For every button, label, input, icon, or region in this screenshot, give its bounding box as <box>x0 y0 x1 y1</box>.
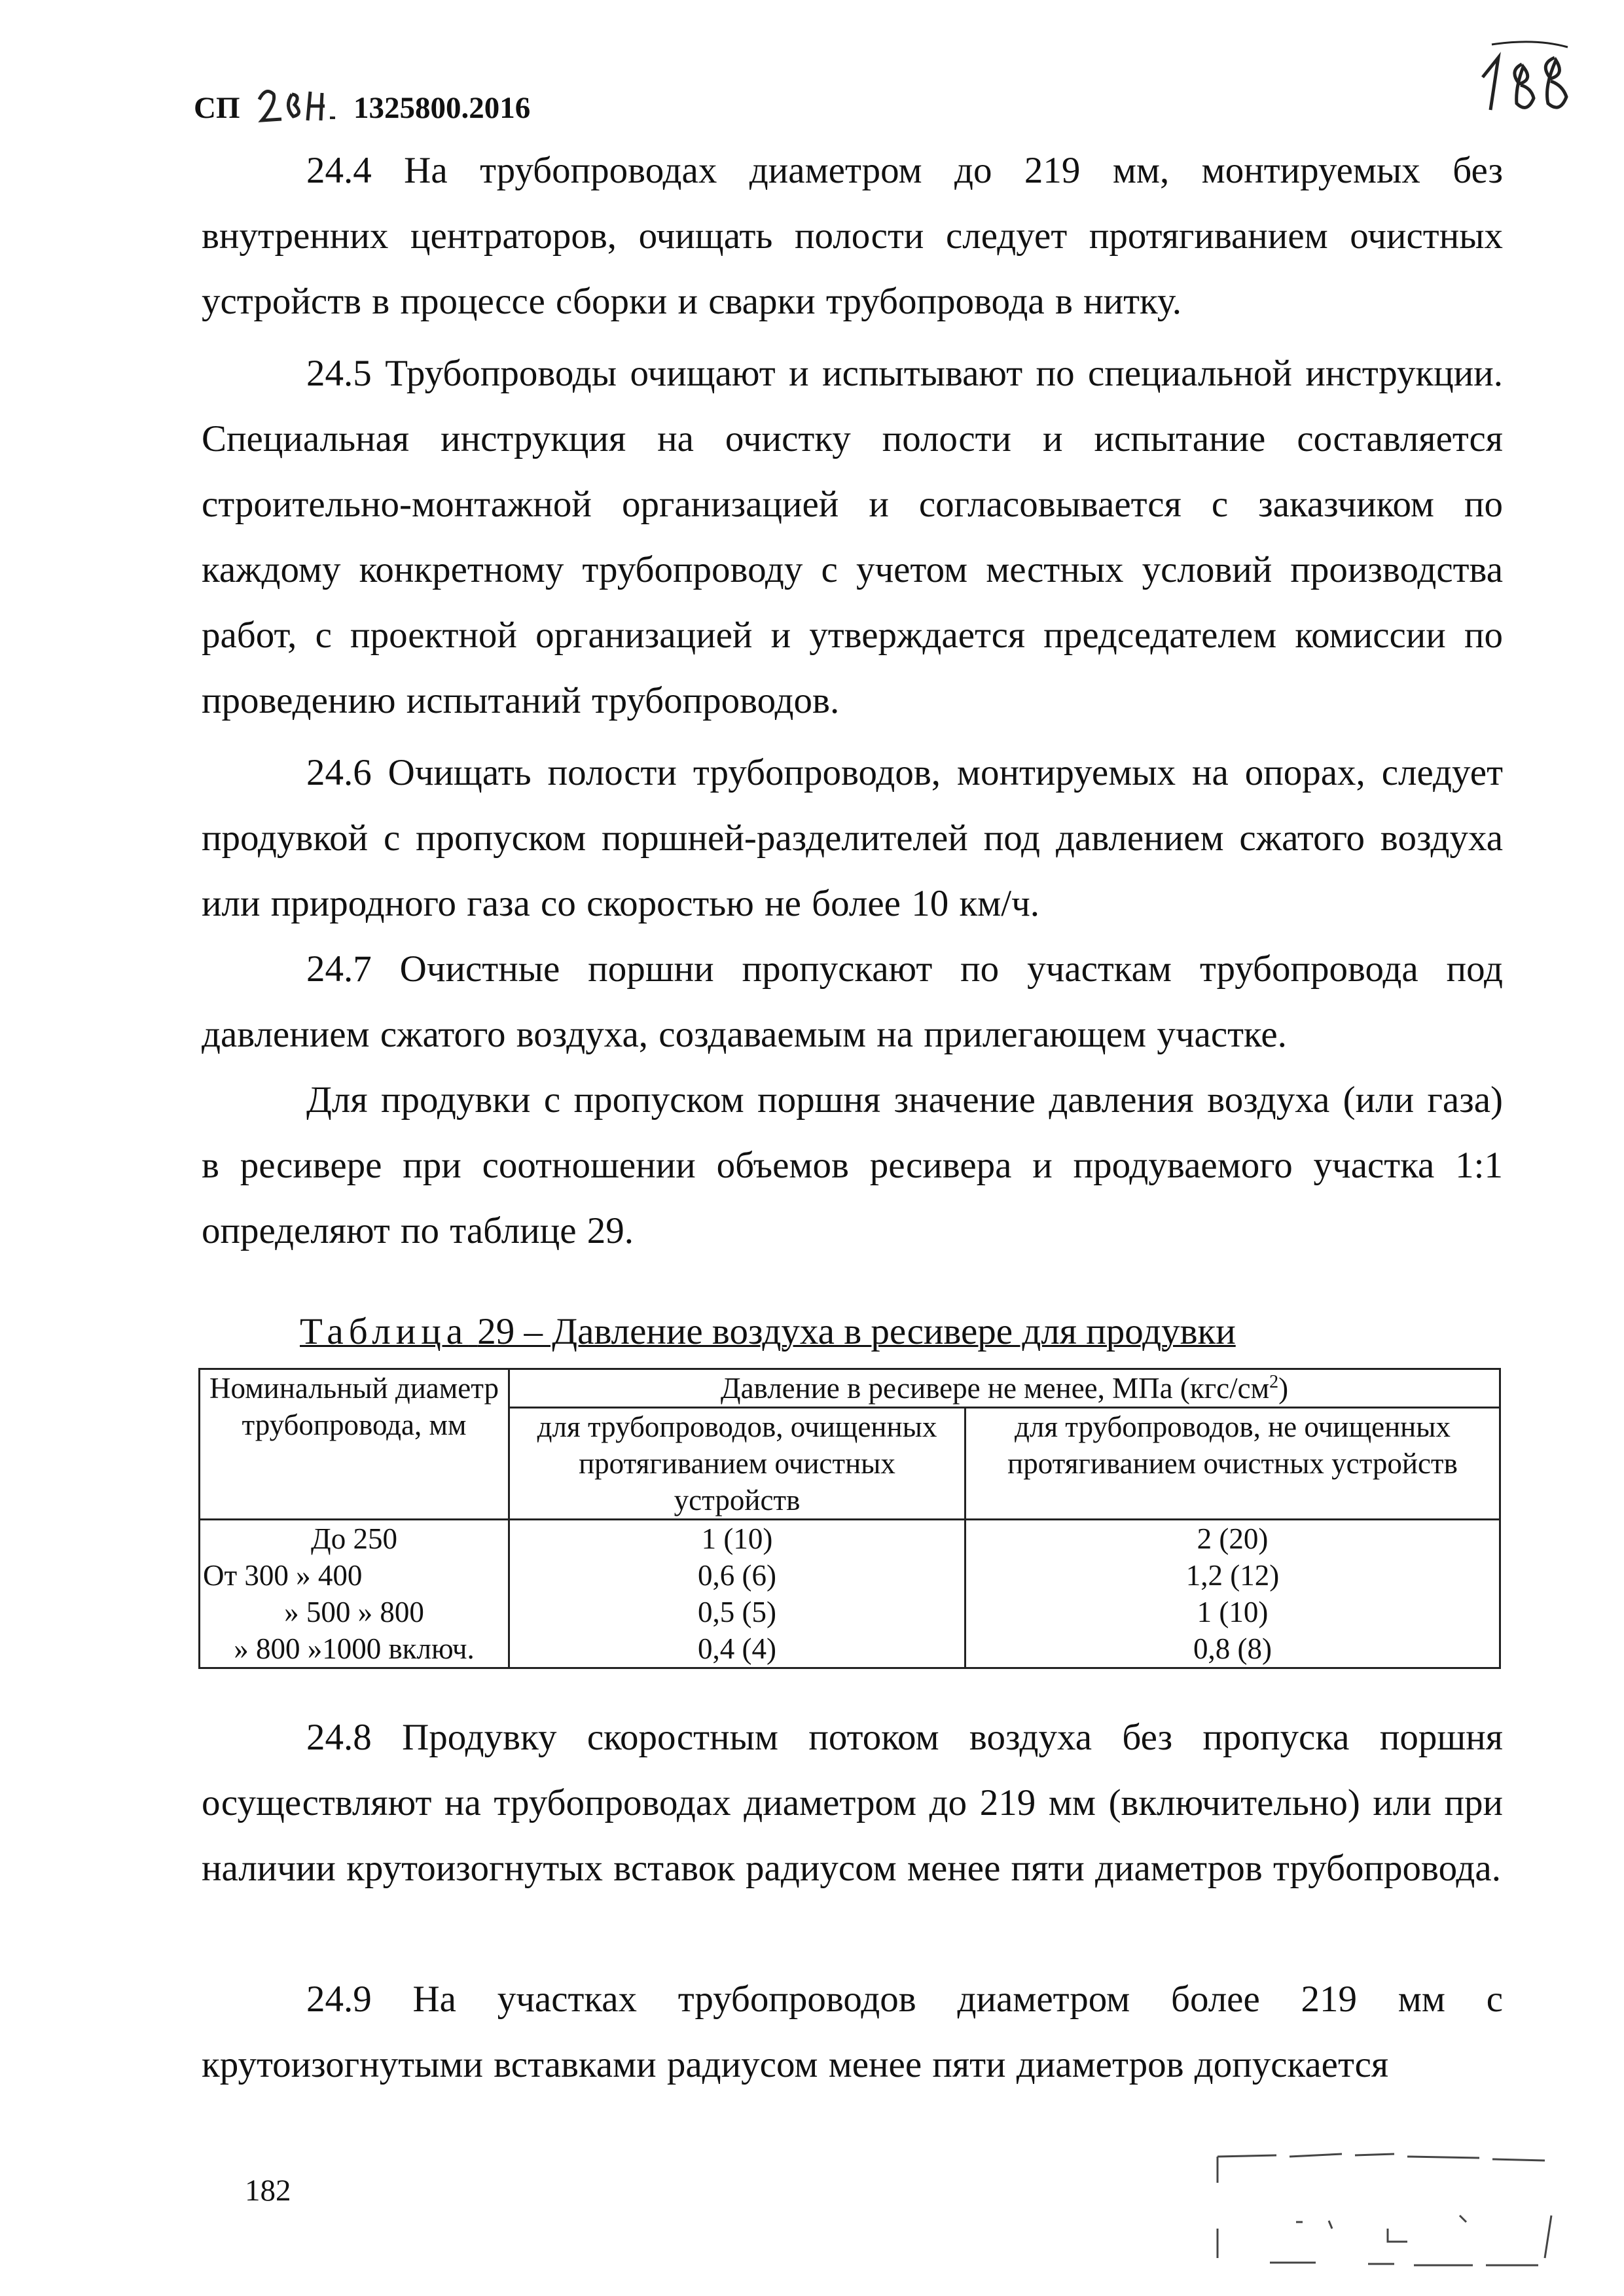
table-header-pressure-text: Давление в ресивере не менее, МПа (кгс/см <box>720 1372 1270 1405</box>
table-cell-diameter: » 800 »1000 включ. <box>200 1630 509 1668</box>
handwritten-page-number <box>1476 38 1574 123</box>
table-row <box>200 1520 1500 1558</box>
table-cell-not-cleaned: 2 (20) <box>965 1520 1500 1558</box>
table-cell-diameter: » 500 » 800 <box>200 1594 509 1630</box>
table-header-row <box>200 1369 1500 1408</box>
doc-code-prefix: СП <box>194 91 240 125</box>
table-cell-diameter: От 300 » 400 <box>200 1557 509 1594</box>
table-caption-title: 29 – Давление воздуха в ресивере для продувки <box>477 1311 1236 1352</box>
table-header-diameter: Номинальный диаметр трубопровода, мм <box>200 1369 509 1520</box>
table-cell-cleaned: 0,6 (6) <box>509 1557 965 1594</box>
table-header-pressure <box>509 1369 1500 1408</box>
table-row <box>200 1557 1500 1594</box>
paragraph-24-6: 24.6 Очищать полости трубопроводов, монтируемых на опорах, следует продувкой с пропуском поршней-разделителей под давлением сжатого воздуха или природного газа со скоростью не более 10 км/ч. <box>202 752 1503 924</box>
table-header-pressure-end: ) <box>1278 1372 1289 1405</box>
table-cell-cleaned: 0,5 (5) <box>509 1594 965 1630</box>
table-caption <box>300 1310 1236 1353</box>
table-cell-diameter: До 250 <box>200 1520 509 1558</box>
table-cell-not-cleaned: 1 (10) <box>965 1594 1500 1630</box>
paragraph-24-7: 24.7 Очистные поршни пропускают по участкам трубопровода под давлением сжатого воздуха, создаваемым на прилегающем участке. <box>202 948 1503 1055</box>
table-cell-cleaned: 1 (10) <box>509 1520 965 1558</box>
table-header-not-cleaned: для трубопроводов, не очищенных протягиванием очистных устройств <box>965 1408 1500 1520</box>
doc-code-suffix: 1325800.2016 <box>353 91 531 125</box>
table-cell-not-cleaned: 1,2 (12) <box>965 1557 1500 1594</box>
paragraph-24-8: 24.8 Продувку скоростным потоком воздуха без пропуска поршня осуществляют на трубопроводах диаметром до 219 мм (включительно) или при наличии крутоизогнутых вставок радиусом менее пяти диаметров трубопровода. <box>202 1717 1503 1889</box>
paragraph-24-9: 24.9 На участках трубопроводов диаметром более 219 мм с крутоизогнутыми вставками радиусом менее пяти диаметров допускается <box>202 1979 1503 2085</box>
page-number: 182 <box>245 2174 291 2208</box>
handwritten-doc-number <box>253 80 344 132</box>
table-row <box>200 1594 1500 1630</box>
table-caption-label: Таблица <box>300 1311 469 1352</box>
document-code <box>194 90 530 126</box>
paragraph-24-5: 24.5 Трубопроводы очищают и испытывают по специальной инструкции. Специальная инструкция на очистку полости и испытание составляется строительно-монтажной организацией и согласовывается с заказчиком по каждому конкретному трубопроводу с учетом местных условий производства работ, с проектной организацией и утверждается председателем комиссии по проведению испытаний трубопроводов. <box>202 353 1503 721</box>
paragraph-table-reference: Для продувки с пропуском поршня значение давления воздуха (или газа) в ресивере при соотношении объемов ресивера и продуваемого участка 1:1 определяют по таблице 29. <box>202 1079 1503 1251</box>
table-cell-not-cleaned: 0,8 (8) <box>965 1630 1500 1668</box>
table-29 <box>198 1368 1501 1669</box>
table-header-pressure-sup: 2 <box>1269 1372 1279 1392</box>
table-header-cleaned: для трубопроводов, очищенных протягиванием очистных устройств <box>509 1408 965 1520</box>
paragraph-24-4: 24.4 На трубопроводах диаметром до 219 мм, монтируемых без внутренних центраторов, очищать полости следует протягиванием очистных устройств в процессе сборки и сварки трубопровода в нитку. <box>202 150 1503 322</box>
table-row <box>200 1630 1500 1668</box>
table-cell-cleaned: 0,4 (4) <box>509 1630 965 1668</box>
stamp-frame-mark <box>1198 2144 1564 2274</box>
